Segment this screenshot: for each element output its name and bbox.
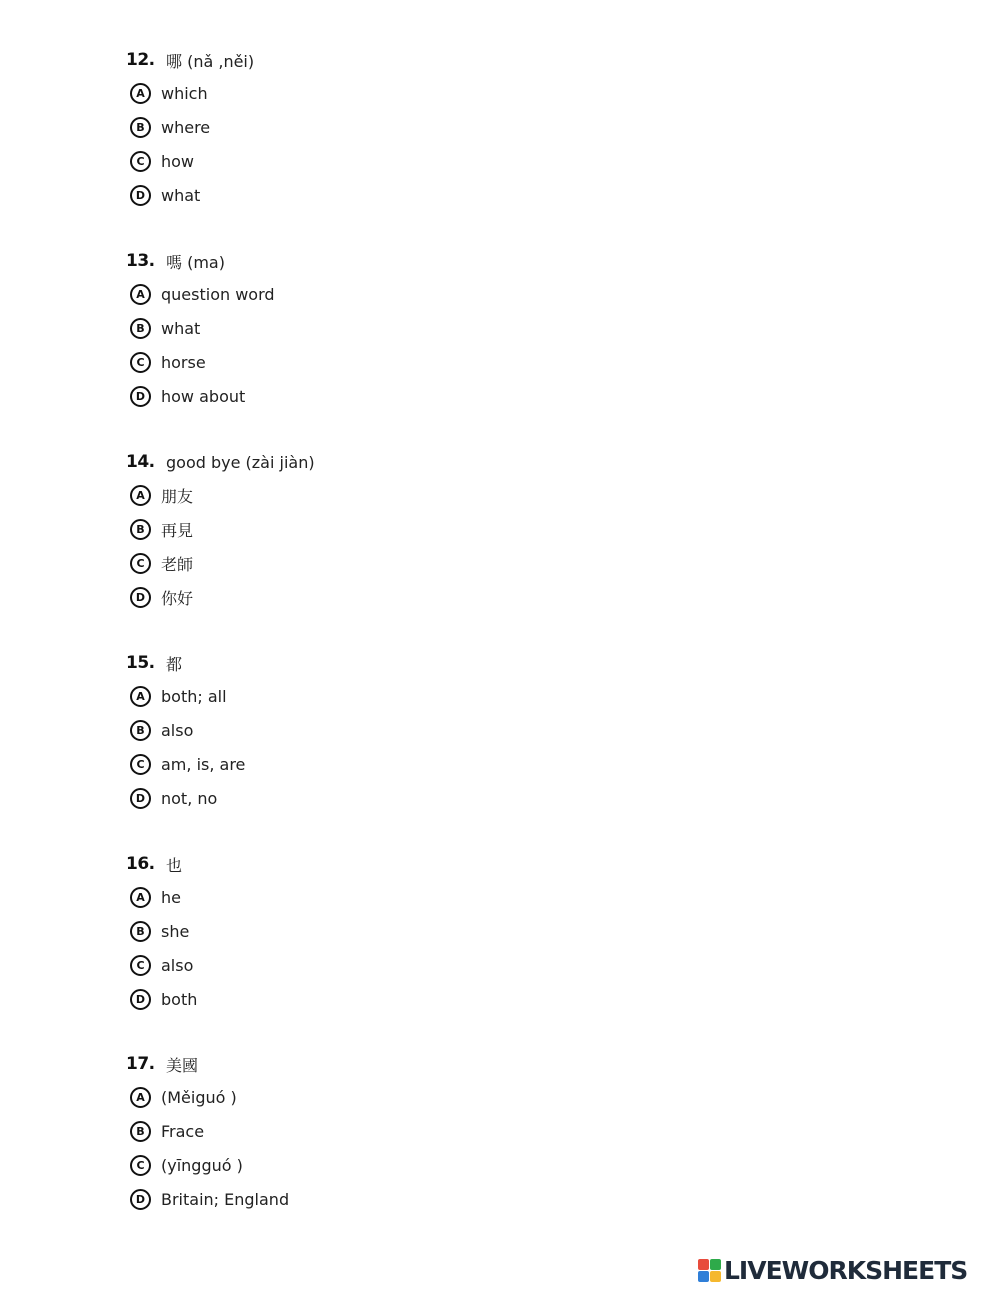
- option-letter-circle: A: [130, 1087, 151, 1108]
- question-header: [126, 48, 254, 72]
- question-number: 16.: [126, 854, 155, 874]
- option-text: she: [161, 921, 190, 941]
- logo-text: LIVEWORKSHEETS: [724, 1256, 968, 1285]
- question-number: 13.: [126, 251, 155, 271]
- question-0: [126, 48, 254, 208]
- answer-option[interactable]: [126, 683, 245, 709]
- option-letter-circle: B: [130, 117, 151, 138]
- option-text: horse: [161, 352, 206, 372]
- liveworksheets-logo: [698, 1256, 967, 1285]
- question-prompt: 美國: [166, 1055, 199, 1075]
- answer-option[interactable]: [126, 80, 254, 106]
- answer-option[interactable]: [126, 383, 275, 409]
- answer-option[interactable]: [126, 349, 275, 375]
- option-letter-circle: A: [130, 887, 151, 908]
- option-letter-circle: D: [130, 1189, 151, 1210]
- option-letter-circle: C: [130, 151, 151, 172]
- answer-option[interactable]: [126, 148, 254, 174]
- option-text: Britain; England: [161, 1189, 290, 1209]
- question-2: [126, 450, 315, 610]
- option-text: also: [161, 955, 194, 975]
- question-number: 17.: [126, 1054, 155, 1074]
- option-letter-circle: D: [130, 989, 151, 1010]
- answer-option[interactable]: [126, 182, 254, 208]
- option-letter-circle: A: [130, 686, 151, 707]
- option-letter-circle: A: [130, 284, 151, 305]
- option-letter-circle: B: [130, 519, 151, 540]
- answer-option[interactable]: [126, 1084, 289, 1110]
- option-text: also: [161, 720, 194, 740]
- answer-option[interactable]: [126, 952, 197, 978]
- answer-option[interactable]: [126, 516, 315, 542]
- option-letter-circle: A: [130, 83, 151, 104]
- option-letter-circle: D: [130, 587, 151, 608]
- option-text: (Měiguó ): [161, 1087, 237, 1107]
- answer-option[interactable]: [126, 717, 245, 743]
- question-number: 15.: [126, 653, 155, 673]
- answer-option[interactable]: [126, 281, 275, 307]
- answer-option[interactable]: [126, 1186, 289, 1212]
- answer-option[interactable]: [126, 550, 315, 576]
- option-text: what: [161, 185, 201, 205]
- question-prompt: 也: [166, 855, 183, 875]
- option-letter-circle: D: [130, 386, 151, 407]
- option-text: what: [161, 318, 201, 338]
- option-text: 老師: [161, 554, 194, 574]
- question-number: 14.: [126, 452, 155, 472]
- option-text: which: [161, 83, 208, 103]
- option-text: not, no: [161, 788, 218, 808]
- option-text: (yīngguó ): [161, 1155, 243, 1175]
- answer-option[interactable]: [126, 751, 245, 777]
- answer-option[interactable]: [126, 785, 245, 811]
- question-header: [126, 450, 315, 474]
- option-text: where: [161, 117, 211, 137]
- option-letter-circle: B: [130, 318, 151, 339]
- option-text: question word: [161, 284, 275, 304]
- option-text: how: [161, 151, 195, 171]
- option-letter-circle: C: [130, 352, 151, 373]
- answer-option[interactable]: [126, 884, 197, 910]
- question-header: [126, 852, 197, 876]
- logo-blocks-icon: [698, 1259, 721, 1282]
- option-text: am, is, are: [161, 754, 246, 774]
- option-text: 你好: [161, 588, 194, 608]
- question-5: [126, 1052, 289, 1212]
- answer-option[interactable]: [126, 114, 254, 140]
- question-number: 12.: [126, 50, 155, 70]
- question-header: [126, 1052, 289, 1076]
- answer-option[interactable]: [126, 315, 275, 341]
- option-text: he: [161, 887, 181, 907]
- option-letter-circle: A: [130, 485, 151, 506]
- option-letter-circle: B: [130, 1121, 151, 1142]
- question-header: [126, 249, 275, 273]
- option-letter-circle: C: [130, 955, 151, 976]
- question-1: [126, 249, 275, 409]
- option-text: Frace: [161, 1121, 205, 1141]
- question-prompt: 都: [166, 654, 183, 674]
- option-text: both; all: [161, 686, 227, 706]
- answer-option[interactable]: [126, 482, 315, 508]
- option-letter-circle: C: [130, 1155, 151, 1176]
- option-letter-circle: C: [130, 553, 151, 574]
- option-letter-circle: D: [130, 788, 151, 809]
- answer-option[interactable]: [126, 918, 197, 944]
- option-letter-circle: D: [130, 185, 151, 206]
- option-text: 再見: [161, 520, 194, 540]
- option-letter-circle: C: [130, 754, 151, 775]
- answer-option[interactable]: [126, 986, 197, 1012]
- question-3: [126, 651, 245, 811]
- answer-option[interactable]: [126, 1152, 289, 1178]
- question-prompt: 嗎 (ma): [166, 252, 225, 272]
- answer-option[interactable]: [126, 1118, 289, 1144]
- question-prompt: good bye (zài jiàn): [166, 452, 315, 472]
- option-text: how about: [161, 386, 246, 406]
- answer-option[interactable]: [126, 584, 315, 610]
- question-header: [126, 651, 245, 675]
- question-4: [126, 852, 197, 1012]
- option-text: both: [161, 989, 198, 1009]
- question-prompt: 哪 (nǎ ,něi): [166, 51, 255, 71]
- option-letter-circle: B: [130, 720, 151, 741]
- option-text: 朋友: [161, 486, 194, 506]
- option-letter-circle: B: [130, 921, 151, 942]
